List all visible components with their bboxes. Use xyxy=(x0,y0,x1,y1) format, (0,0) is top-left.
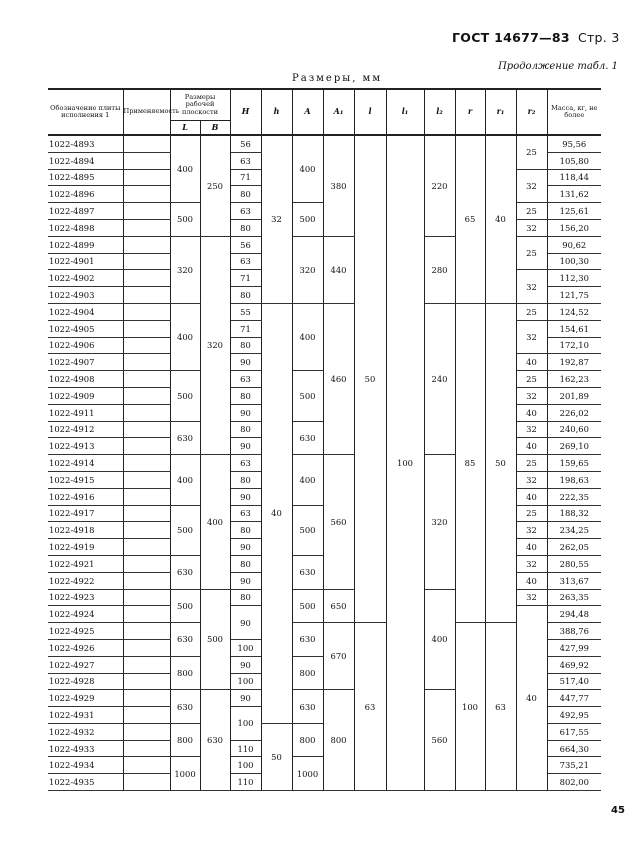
table-row xyxy=(48,236,601,253)
cell-l: 63 xyxy=(354,623,386,791)
designation-cell: 1022-4916 xyxy=(48,488,123,505)
designation-cell: 1022-4895 xyxy=(48,169,123,186)
page-number: 45 xyxy=(611,805,625,816)
header-L: L xyxy=(170,121,200,136)
mass-cell: 517,40 xyxy=(547,673,601,690)
mass-cell: 388,76 xyxy=(547,623,601,640)
mass-cell: 664,30 xyxy=(547,740,601,757)
designation-cell: 1022-4924 xyxy=(48,606,123,623)
applicability-cell xyxy=(123,656,170,673)
cell-r1: 63 xyxy=(485,623,516,791)
cell-h: 80 xyxy=(230,522,261,539)
cell-a1: 800 xyxy=(323,690,354,791)
mass-cell: 156,20 xyxy=(547,219,601,236)
cell-h: 32 xyxy=(261,135,292,303)
cell-a1: 380 xyxy=(323,135,354,236)
cell-r2: 32 xyxy=(516,169,547,203)
designation-cell: 1022-4906 xyxy=(48,337,123,354)
mass-cell: 124,52 xyxy=(547,303,601,320)
table-row xyxy=(48,455,601,472)
mass-cell: 90,62 xyxy=(547,236,601,253)
cell-h: 110 xyxy=(230,774,261,791)
cell-r2: 40 xyxy=(516,488,547,505)
cell-h: 110 xyxy=(230,740,261,757)
applicability-cell xyxy=(123,203,170,220)
mass-cell: 427,99 xyxy=(547,639,601,656)
designation-cell: 1022-4935 xyxy=(48,774,123,791)
cell-a: 630 xyxy=(292,555,323,589)
cell-h: 90 xyxy=(230,656,261,673)
header-applicability: Применяемость xyxy=(123,89,170,135)
cell-h: 100 xyxy=(230,757,261,774)
header-r1: r₁ xyxy=(485,89,516,135)
cell-r2: 32 xyxy=(516,555,547,572)
table-row xyxy=(48,303,601,320)
applicability-cell xyxy=(123,673,170,690)
designation-cell: 1022-4907 xyxy=(48,354,123,371)
cell-r2: 32 xyxy=(516,219,547,236)
cell-a: 800 xyxy=(292,656,323,690)
cell-a: 1000 xyxy=(292,757,323,791)
cell-h: 100 xyxy=(230,639,261,656)
applicability-cell xyxy=(123,371,170,388)
mass-cell: 118,44 xyxy=(547,169,601,186)
cell-a1: 650 xyxy=(323,589,354,623)
designation-cell: 1022-4905 xyxy=(48,320,123,337)
header-A: A xyxy=(292,89,323,135)
cell-r2: 25 xyxy=(516,371,547,388)
mass-cell: 234,25 xyxy=(547,522,601,539)
applicability-cell xyxy=(123,438,170,455)
cell-a1: 670 xyxy=(323,623,354,690)
mass-cell: 492,95 xyxy=(547,707,601,724)
cell-r2: 32 xyxy=(516,589,547,606)
designation-cell: 1022-4898 xyxy=(48,219,123,236)
cell-l: 800 xyxy=(170,723,200,757)
cell-l: 500 xyxy=(170,505,200,555)
cell-h: 63 xyxy=(230,152,261,169)
cell-h: 80 xyxy=(230,337,261,354)
applicability-cell xyxy=(123,740,170,757)
cell-l: 630 xyxy=(170,555,200,589)
dimensions-table xyxy=(48,88,601,791)
cell-h: 40 xyxy=(261,303,292,723)
cell-h: 100 xyxy=(230,707,261,741)
designation-cell: 1022-4902 xyxy=(48,270,123,287)
cell-h: 90 xyxy=(230,690,261,707)
cell-l2: 240 xyxy=(424,303,455,454)
table-continuation-note: Продолжение табл. 1 xyxy=(498,61,618,72)
cell-b: 250 xyxy=(200,135,230,236)
header-A1: A₁ xyxy=(323,89,354,135)
cell-a: 500 xyxy=(292,589,323,623)
header-h: h xyxy=(261,89,292,135)
cell-h: 80 xyxy=(230,471,261,488)
cell-l2: 220 xyxy=(424,135,455,236)
cell-h: 63 xyxy=(230,371,261,388)
cell-a: 630 xyxy=(292,623,323,657)
cell-r1: 40 xyxy=(485,135,516,303)
applicability-cell xyxy=(123,757,170,774)
designation-cell: 1022-4893 xyxy=(48,135,123,152)
cell-r1: 50 xyxy=(485,303,516,622)
mass-cell: 201,89 xyxy=(547,387,601,404)
applicability-cell xyxy=(123,253,170,270)
applicability-cell xyxy=(123,623,170,640)
mass-cell: 226,02 xyxy=(547,404,601,421)
designation-cell: 1022-4917 xyxy=(48,505,123,522)
applicability-cell xyxy=(123,606,170,623)
designation-cell: 1022-4931 xyxy=(48,707,123,724)
cell-h: 90 xyxy=(230,606,261,640)
applicability-cell xyxy=(123,774,170,791)
designation-cell: 1022-4929 xyxy=(48,690,123,707)
designation-cell: 1022-4923 xyxy=(48,589,123,606)
applicability-cell xyxy=(123,236,170,253)
mass-cell: 802,00 xyxy=(547,774,601,791)
header-work-surface: Размеры рабочей плоскости xyxy=(170,89,230,121)
cell-h: 80 xyxy=(230,287,261,304)
designation-cell: 1022-4933 xyxy=(48,740,123,757)
cell-h: 71 xyxy=(230,169,261,186)
applicability-cell xyxy=(123,539,170,556)
cell-h: 71 xyxy=(230,270,261,287)
cell-a: 630 xyxy=(292,421,323,455)
applicability-cell xyxy=(123,589,170,606)
cell-l: 50 xyxy=(354,135,386,623)
cell-l: 500 xyxy=(170,371,200,421)
mass-cell: 100,30 xyxy=(547,253,601,270)
designation-cell: 1022-4912 xyxy=(48,421,123,438)
cell-a: 500 xyxy=(292,505,323,555)
applicability-cell xyxy=(123,522,170,539)
designation-cell: 1022-4897 xyxy=(48,203,123,220)
cell-h: 80 xyxy=(230,219,261,236)
mass-cell: 447,77 xyxy=(547,690,601,707)
applicability-cell xyxy=(123,639,170,656)
cell-l: 630 xyxy=(170,623,200,657)
cell-l: 500 xyxy=(170,203,200,237)
designation-cell: 1022-4901 xyxy=(48,253,123,270)
cell-a: 800 xyxy=(292,723,323,757)
applicability-cell xyxy=(123,135,170,152)
cell-r: 65 xyxy=(455,135,485,303)
mass-cell: 95,56 xyxy=(547,135,601,152)
standard-number: ГОСТ 14677—83 xyxy=(452,30,570,45)
header-l: l xyxy=(354,89,386,135)
designation-cell: 1022-4911 xyxy=(48,404,123,421)
cell-r2: 32 xyxy=(516,320,547,354)
mass-cell: 198,63 xyxy=(547,471,601,488)
cell-a: 400 xyxy=(292,135,323,203)
cell-h: 80 xyxy=(230,387,261,404)
mass-cell: 125,61 xyxy=(547,203,601,220)
designation-cell: 1022-4927 xyxy=(48,656,123,673)
cell-l: 400 xyxy=(170,455,200,505)
mass-cell: 269,10 xyxy=(547,438,601,455)
cell-h: 90 xyxy=(230,539,261,556)
mass-cell: 469,92 xyxy=(547,656,601,673)
cell-a: 500 xyxy=(292,203,323,237)
cell-h: 80 xyxy=(230,589,261,606)
cell-h: 63 xyxy=(230,203,261,220)
mass-cell: 188,32 xyxy=(547,505,601,522)
applicability-cell xyxy=(123,572,170,589)
header-designation: Обозначение плиты исполнения 1 xyxy=(48,89,123,135)
units-caption: Размеры, мм xyxy=(292,73,383,84)
designation-cell: 1022-4899 xyxy=(48,236,123,253)
designation-cell: 1022-4926 xyxy=(48,639,123,656)
mass-cell: 154,61 xyxy=(547,320,601,337)
cell-l2: 560 xyxy=(424,690,455,791)
cell-l: 630 xyxy=(170,421,200,455)
cell-l: 320 xyxy=(170,236,200,303)
table-body xyxy=(48,135,601,791)
cell-h: 90 xyxy=(230,404,261,421)
table-row xyxy=(48,135,601,152)
applicability-cell xyxy=(123,169,170,186)
applicability-cell xyxy=(123,219,170,236)
designation-cell: 1022-4934 xyxy=(48,757,123,774)
mass-cell: 280,55 xyxy=(547,555,601,572)
cell-a: 400 xyxy=(292,455,323,505)
header-H: H xyxy=(230,89,261,135)
cell-h: 80 xyxy=(230,186,261,203)
cell-l: 400 xyxy=(170,135,200,203)
cell-h: 90 xyxy=(230,488,261,505)
cell-h: 90 xyxy=(230,438,261,455)
cell-l: 800 xyxy=(170,656,200,690)
mass-cell: 121,75 xyxy=(547,287,601,304)
designation-cell: 1022-4904 xyxy=(48,303,123,320)
designation-cell: 1022-4913 xyxy=(48,438,123,455)
applicability-cell xyxy=(123,186,170,203)
cell-r2: 40 xyxy=(516,572,547,589)
mass-cell: 263,35 xyxy=(547,589,601,606)
cell-b: 400 xyxy=(200,455,230,589)
cell-r2: 25 xyxy=(516,236,547,270)
header-r2: r₂ xyxy=(516,89,547,135)
cell-r2: 32 xyxy=(516,471,547,488)
applicability-cell xyxy=(123,505,170,522)
mass-cell: 262,05 xyxy=(547,539,601,556)
applicability-cell xyxy=(123,488,170,505)
designation-cell: 1022-4925 xyxy=(48,623,123,640)
cell-l: 400 xyxy=(170,303,200,370)
applicability-cell xyxy=(123,404,170,421)
cell-h: 90 xyxy=(230,572,261,589)
cell-h: 56 xyxy=(230,135,261,152)
cell-a: 500 xyxy=(292,371,323,421)
cell-r2: 25 xyxy=(516,303,547,320)
mass-cell: 222,35 xyxy=(547,488,601,505)
designation-cell: 1022-4928 xyxy=(48,673,123,690)
document-header xyxy=(452,30,620,45)
cell-h: 56 xyxy=(230,236,261,253)
mass-cell: 105,80 xyxy=(547,152,601,169)
header-l1: l₁ xyxy=(386,89,424,135)
header-r: r xyxy=(455,89,485,135)
applicability-cell xyxy=(123,471,170,488)
cell-r2: 40 xyxy=(516,438,547,455)
cell-r2: 32 xyxy=(516,522,547,539)
designation-cell: 1022-4921 xyxy=(48,555,123,572)
designation-cell: 1022-4896 xyxy=(48,186,123,203)
applicability-cell xyxy=(123,354,170,371)
designation-cell: 1022-4922 xyxy=(48,572,123,589)
cell-a1: 440 xyxy=(323,236,354,303)
cell-r2: 32 xyxy=(516,387,547,404)
cell-h: 80 xyxy=(230,555,261,572)
designation-cell: 1022-4894 xyxy=(48,152,123,169)
cell-r: 100 xyxy=(455,623,485,791)
applicability-cell xyxy=(123,707,170,724)
mass-cell: 162,23 xyxy=(547,371,601,388)
mass-cell: 617,55 xyxy=(547,723,601,740)
applicability-cell xyxy=(123,723,170,740)
mass-cell: 313,67 xyxy=(547,572,601,589)
cell-b: 500 xyxy=(200,589,230,690)
applicability-cell xyxy=(123,555,170,572)
cell-l2: 280 xyxy=(424,236,455,303)
cell-h: 55 xyxy=(230,303,261,320)
cell-r2: 40 xyxy=(516,606,547,791)
cell-b: 630 xyxy=(200,690,230,791)
designation-cell: 1022-4918 xyxy=(48,522,123,539)
cell-a1: 560 xyxy=(323,455,354,589)
designation-cell: 1022-4908 xyxy=(48,371,123,388)
mass-cell: 240,60 xyxy=(547,421,601,438)
mass-cell: 735,21 xyxy=(547,757,601,774)
cell-h: 63 xyxy=(230,455,261,472)
cell-r2: 40 xyxy=(516,354,547,371)
page-label: Стр. 3 xyxy=(577,30,620,45)
mass-cell: 159,65 xyxy=(547,455,601,472)
table-row xyxy=(48,589,601,606)
cell-a: 400 xyxy=(292,303,323,370)
cell-b: 320 xyxy=(200,236,230,454)
cell-l2: 320 xyxy=(424,455,455,589)
applicability-cell xyxy=(123,690,170,707)
cell-a1: 460 xyxy=(323,303,354,454)
cell-h: 50 xyxy=(261,723,292,790)
cell-r2: 32 xyxy=(516,421,547,438)
applicability-cell xyxy=(123,287,170,304)
cell-r2: 25 xyxy=(516,455,547,472)
cell-h: 80 xyxy=(230,421,261,438)
cell-h: 71 xyxy=(230,320,261,337)
designation-cell: 1022-4914 xyxy=(48,455,123,472)
header-mass: Масса, кг, не более xyxy=(547,89,601,135)
cell-l1: 100 xyxy=(386,135,424,791)
cell-l: 500 xyxy=(170,589,200,623)
applicability-cell xyxy=(123,421,170,438)
designation-cell: 1022-4932 xyxy=(48,723,123,740)
applicability-cell xyxy=(123,270,170,287)
mass-cell: 112,30 xyxy=(547,270,601,287)
cell-r2: 32 xyxy=(516,270,547,304)
cell-r2: 25 xyxy=(516,203,547,220)
designation-cell: 1022-4909 xyxy=(48,387,123,404)
cell-h: 100 xyxy=(230,673,261,690)
cell-l2: 400 xyxy=(424,589,455,690)
mass-cell: 131,62 xyxy=(547,186,601,203)
applicability-cell xyxy=(123,320,170,337)
designation-cell: 1022-4915 xyxy=(48,471,123,488)
designation-cell: 1022-4903 xyxy=(48,287,123,304)
mass-cell: 172,10 xyxy=(547,337,601,354)
cell-h: 63 xyxy=(230,253,261,270)
applicability-cell xyxy=(123,337,170,354)
mass-cell: 192,87 xyxy=(547,354,601,371)
cell-r2: 25 xyxy=(516,135,547,169)
header-B: B xyxy=(200,121,230,136)
cell-l: 1000 xyxy=(170,757,200,791)
applicability-cell xyxy=(123,455,170,472)
designation-cell: 1022-4919 xyxy=(48,539,123,556)
applicability-cell xyxy=(123,152,170,169)
cell-r2: 40 xyxy=(516,539,547,556)
cell-a: 320 xyxy=(292,236,323,303)
cell-h: 90 xyxy=(230,354,261,371)
cell-r2: 40 xyxy=(516,404,547,421)
cell-r2: 25 xyxy=(516,505,547,522)
cell-h: 63 xyxy=(230,505,261,522)
header-l2: l₂ xyxy=(424,89,455,135)
mass-cell: 294,48 xyxy=(547,606,601,623)
cell-l: 630 xyxy=(170,690,200,724)
cell-r: 85 xyxy=(455,303,485,622)
applicability-cell xyxy=(123,387,170,404)
cell-a: 630 xyxy=(292,690,323,724)
applicability-cell xyxy=(123,303,170,320)
